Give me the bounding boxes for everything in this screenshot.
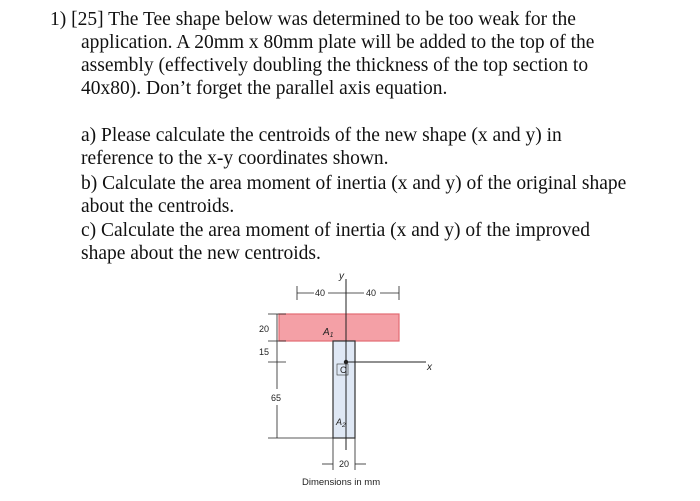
centroid-label: C bbox=[340, 365, 347, 375]
problem-line-2: application. A 20mm x 80mm plate will be added to the top of the bbox=[81, 32, 595, 53]
origin-dot bbox=[344, 360, 348, 364]
tee-shape-figure bbox=[250, 265, 440, 495]
a2-label: $A_2$ bbox=[336, 417, 346, 429]
part-a-line-1: a) Please calculate the centroids of the new shape (x and y) in bbox=[81, 125, 562, 146]
problem-line-3: assembly (effectively doubling the thickness of the top section to bbox=[81, 55, 589, 76]
flange-a1 bbox=[279, 314, 399, 341]
dim-web-width-label: 20 bbox=[339, 459, 350, 469]
part-b-line-1: b) Calculate the area moment of inertia (x and y) of the original shape bbox=[81, 173, 627, 194]
dim-lower-web-label: 65 bbox=[271, 393, 282, 403]
tee-shape-diagram bbox=[250, 265, 440, 495]
x-axis-label: x bbox=[427, 362, 432, 373]
figure-caption: Dimensions in mm bbox=[302, 477, 381, 488]
problem-line-4: 40x80). Don’t forget the parallel axis equation. bbox=[81, 78, 448, 99]
a1-label: $A_1$ bbox=[323, 327, 334, 339]
dim-top-left-label: 40 bbox=[315, 288, 326, 298]
y-axis-label: y bbox=[339, 271, 344, 282]
problem-line-1: 1) [25] The Tee shape below was determined to be too weak for the bbox=[50, 9, 576, 30]
part-c-line-1: c) Calculate the area moment of inertia (x and y) of the improved bbox=[81, 220, 590, 241]
dim-flange-label: 20 bbox=[259, 324, 270, 334]
part-b-line-2: about the centroids. bbox=[81, 196, 235, 217]
dim-top-right-label: 40 bbox=[366, 288, 377, 298]
part-c-line-2: shape about the new centroids. bbox=[81, 243, 321, 264]
dim-upper-web-label: 15 bbox=[259, 347, 270, 357]
part-a-line-2: reference to the x-y coordinates shown. bbox=[81, 148, 389, 169]
